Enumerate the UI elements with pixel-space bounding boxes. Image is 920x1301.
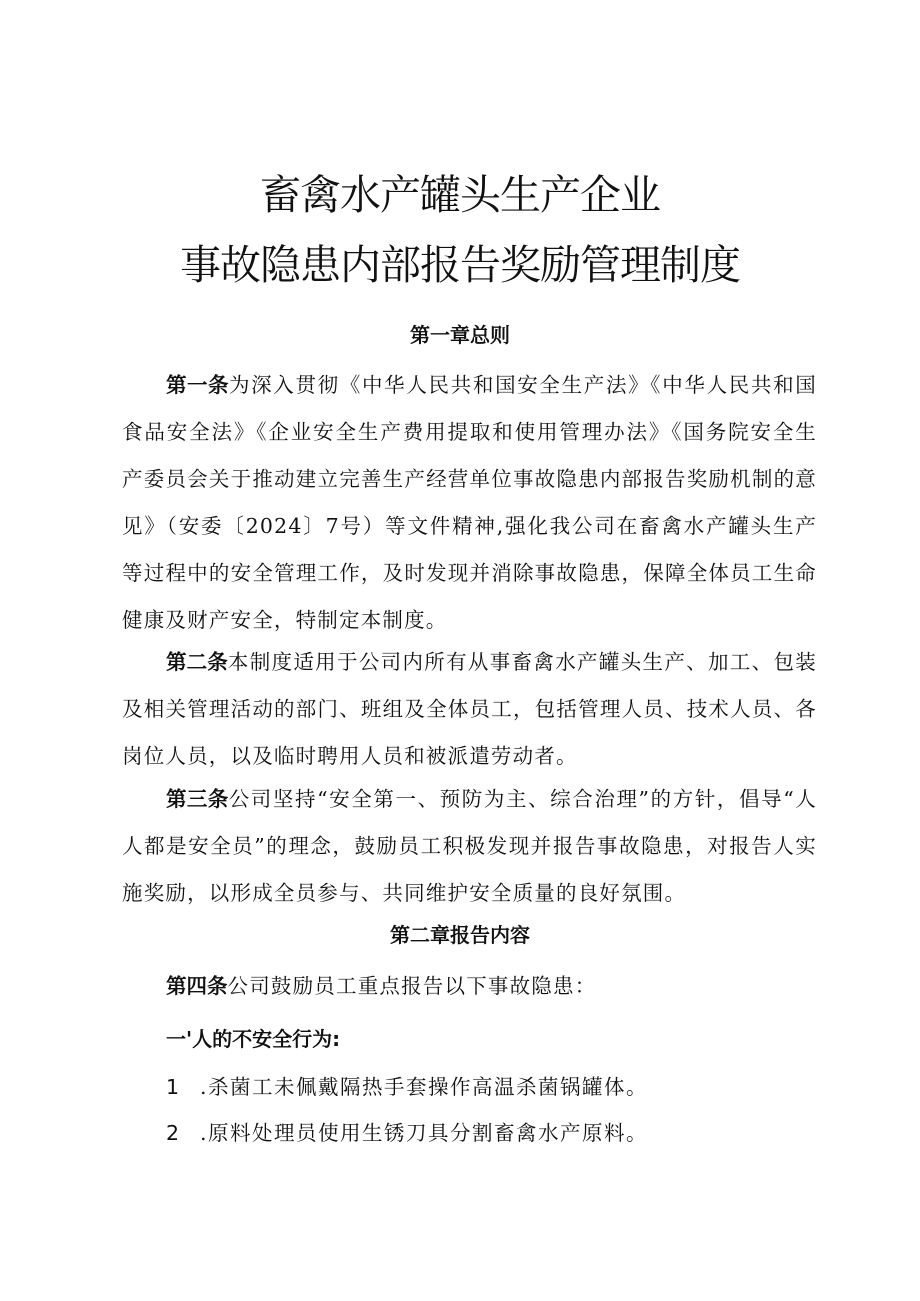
chapter-heading-report-content: 第二章报告内容: [390, 923, 530, 947]
list-item-number: 1: [166, 1075, 180, 1099]
article-4-label: 第四条: [166, 974, 228, 998]
article-3-label: 第三条: [166, 787, 229, 811]
article-3-text: 公司坚持“安全第一、预防为主、综合治理”的方针，倡导“人人都是安全员”的理念，鼓励员工积极发现并报告事故隐患，对报告人实施奖励，以形成全员参与、共同维护安全质量的良好氛围。: [122, 787, 818, 905]
article-1-paragraph: [122, 362, 817, 644]
list-item-text: .原料处理员使用生锈刀具分割畜禽水产原料。: [200, 1121, 649, 1145]
article-2-label: 第二条: [166, 650, 228, 674]
list-item: [166, 1110, 648, 1157]
article-3-paragraph: [122, 776, 817, 917]
article-4-paragraph: [122, 963, 817, 1010]
article-1-label: 第一条: [166, 373, 229, 397]
article-2-text: 本制度适用于公司内所有从事畜禽水产罐头生产、加工、包装及相关管理活动的部门、班组及全体员工，包括管理人员、技术人员、各岗位人员，以及临时聘用人员和被派遣劳动者。: [122, 650, 817, 768]
document-title-line-1: 畜禽水产罐头生产企业: [260, 171, 660, 219]
document-title-line-2: 事故隐患内部报告奖励管理制度: [180, 241, 740, 289]
list-item: [166, 1064, 648, 1111]
list-item-text: .杀菌工未佩戴隔热手套操作高温杀菌锅罐体。: [200, 1075, 649, 1099]
article-1-text: 为深入贯彻《中华人民共和国安全生产法》《中华人民共和国食品安全法》《企业安全生产费用提取和使用管理办法》《国务院安全生产委员会关于推动建立完善生产经营单位事故隐患内部报告奖励机制的意见》（安委〔2024〕7号）等文件精神,强化我公司在畜禽水产罐头生产等过程中的安全管理工作，及时发现并消除事故隐患，保障全体员工生命健康及财产安全，特制定本制度。: [122, 373, 817, 632]
article-2-paragraph: [122, 639, 817, 780]
list-item-number: 2: [166, 1121, 180, 1145]
section-heading-unsafe-behavior: 一'人的不安全行为:: [166, 1027, 341, 1051]
chapter-heading-general: 第一章总则: [410, 323, 510, 347]
article-4-text: 公司鼓励员工重点报告以下事故隐患：: [227, 974, 597, 998]
